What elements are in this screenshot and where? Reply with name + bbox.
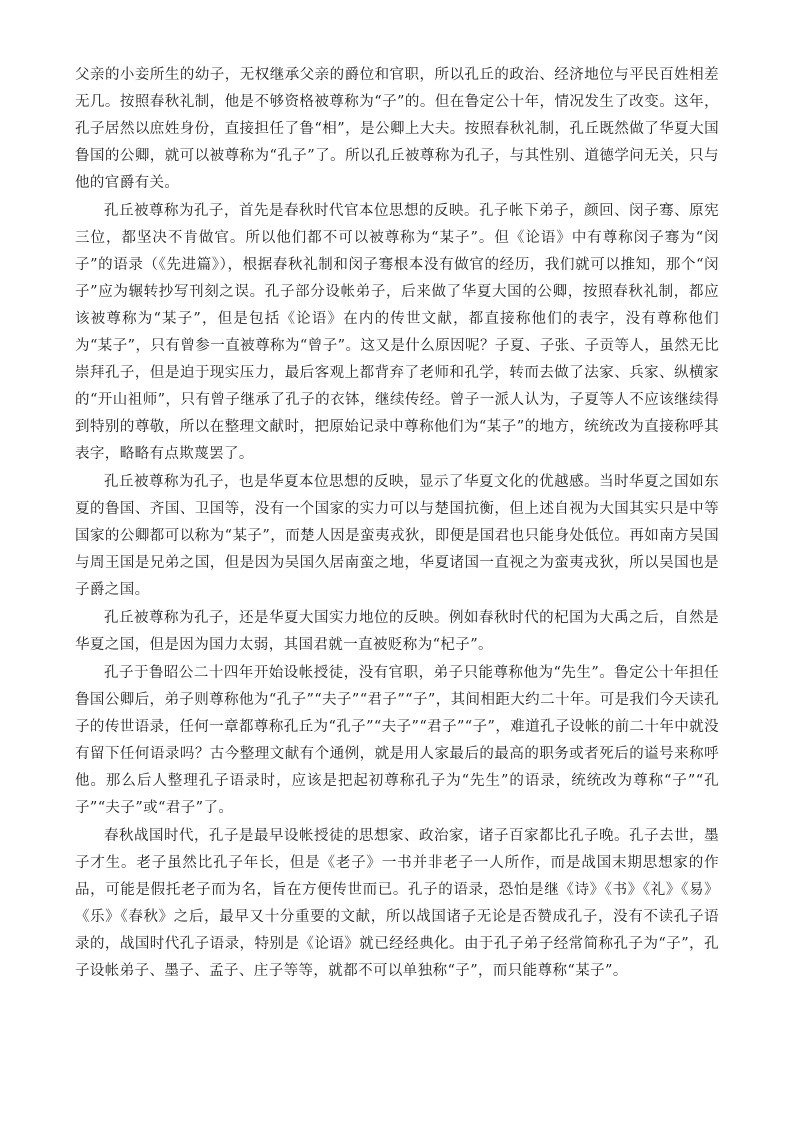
- document-body: [75, 62, 719, 986]
- paragraph-2: 孔丘被尊称为孔子，首先是春秋时代官本位思想的反映。孔子帐下弟子，颜回、闵子骞、原宪三位，都坚决不肯做官。所以他们都不可以被尊称为“某子”。但《论语》中有尊称闵子骞为“闵子”的语录（《先进篇》），根据春秋礼制和闵子骞根本没有做官的经历，我们就可以推知，那个“闵子”应为辗转抄写刊刻之误。孔子部分设帐弟子，后来做了华夏大国的公卿，按照春秋礼制，都应该被尊称为“某子”，但是包括《论语》在内的传世文献，都直接称他们的表字，没有尊称他们为“某子”，只有曾参一直被尊称为“曾子”。这又是什么原因呢？子夏、子张、子贡等人，虽然无比崇拜孔子，但是迫于现实压力，最后客观上都背弃了老师和孔学，转而去做了法家、兵家、纵横家的“开山祖师”，只有曾子继承了孔子的衣钵，继续传经。曾子一派人认为，子夏等人不应该继续得到特别的尊敬，所以在整理文献时，把原始记录中尊称他们为“某子”的地方，统统改为直接称呼其表字，略略有点欺蔑罢了。: [75, 203, 719, 462]
- paragraph-6: 春秋战国时代，孔子是最早设帐授徒的思想家、政治家，诸子百家都比孔子晚。孔子去世，墨子才生。老子虽然比孔子年长，但是《老子》一书并非老子一人所作，而是战国末期思想家的作品，可能是假托老子而为名，旨在方便传世而已。孔子的语录，恐怕是继《诗》《书》《礼》《易》《乐》《春秋》之后，最早又十分重要的文献，所以战国诸子无论是否赞成孔子，没有不读孔子语录的，战国时代孔子语录，特别是《论语》就已经经典化。由于孔子弟子经常简称孔子为“子”，孔子设帐弟子、墨子、孟子、庄子等等，就都不可以单独称“子”，而只能尊称“某子”。: [75, 828, 719, 979]
- paragraph-3: 孔丘被尊称为孔子，也是华夏本位思想的反映，显示了华夏文化的优越感。当时华夏之国如东夏的鲁国、齐国、卫国等，没有一个国家的实力可以与楚国抗衡，但上述自视为大国其实只是中等国家的公卿都可以称为“某子”，而楚人因是蛮夷戎狄，即便是国君也只能身处低位。再如南方吴国与周王国是兄弟之国，但是因为吴国久居南蛮之地，华夏诸国一直视之为蛮夷戎狄，所以吴国也是子爵之国。: [75, 474, 719, 598]
- paragraph-4: 孔丘被尊称为孔子，还是华夏大国实力地位的反映。例如春秋时代的杞国为大禹之后，自然是华夏之国，但是因为国力太弱，其国君就一直被贬称为“杞子”。: [75, 610, 719, 653]
- paragraph-5: 孔子于鲁昭公二十四年开始设帐授徒，没有官职，弟子只能尊称他为“先生”。鲁定公十年担任鲁国公卿后，弟子则尊称他为“孔子”“夫子”“君子”“子”，其间相距大约二十年。可是我们今天读孔子的传世语录，任何一章都尊称孔丘为“孔子”“夫子”“君子”“子”，难道孔子设帐的前二十年中就没有留下任何语录吗？古今整理文献有个通例，就是用人家最后的最高的职务或者死后的谥号来称呼他。那么后人整理孔子语录时，应该是把起初尊称孔子为“先生”的语录，统统改为尊称“子”“孔子”“夫子”或“君子”了。: [75, 665, 719, 816]
- paragraph-1: 父亲的小妾所生的幼子，无权继承父亲的爵位和官职，所以孔丘的政治、经济地位与平民百姓相差无几。按照春秋礼制，他是不够资格被尊称为“子”的。但在鲁定公十年，情况发生了改变。这年，孔子居然以庶姓身份，直接担任了鲁“相”，是公卿上大夫。按照春秋礼制，孔丘既然做了华夏大国鲁国的公卿，就可以被尊称为“孔子”了。所以孔丘被尊称为孔子，与其性别、道德学问无关，只与他的官爵有关。: [75, 67, 719, 191]
